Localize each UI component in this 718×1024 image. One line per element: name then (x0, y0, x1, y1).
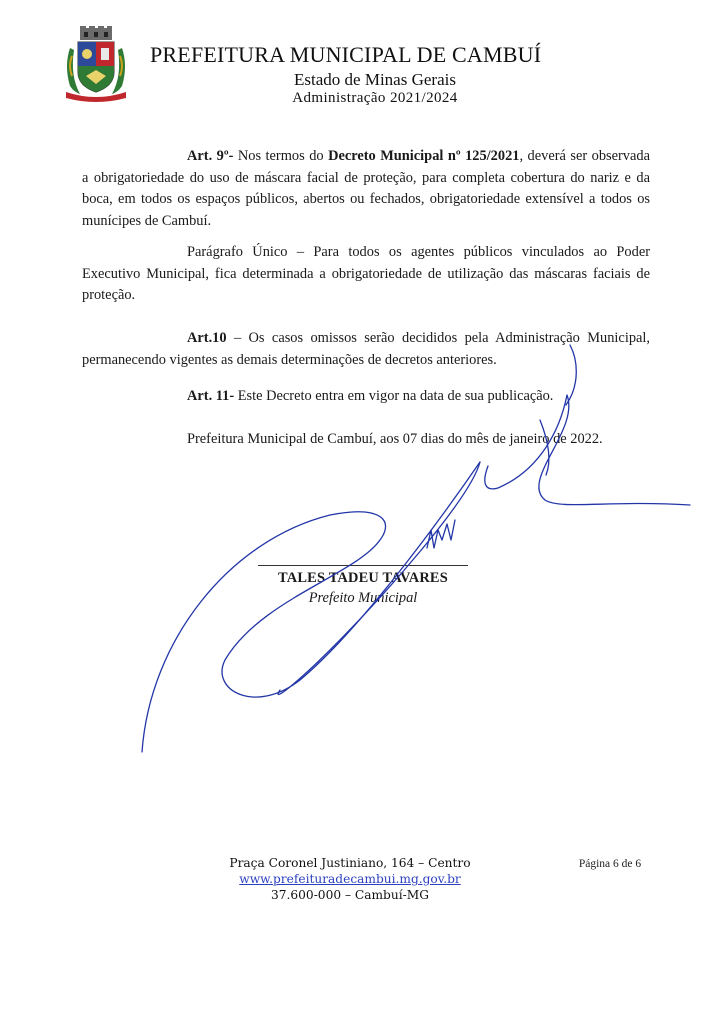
sole-paragraph: Parágrafo Único – Para todos os agentes públicos vinculados ao Poder Executivo Municipal, fica determinada a obrigatoriedade de utilização das máscaras faciais de proteção. (82, 244, 650, 303)
signatory-role: Prefeito Municipal (308, 590, 418, 606)
article-10-label: Art.10 (187, 330, 227, 346)
footer-zip-city: 37.600-000 – Cambuí-MG (271, 888, 429, 902)
article-9-text-1: Nos termos do (233, 148, 329, 164)
decree-reference: Decreto Municipal nº 125/2021 (328, 148, 520, 164)
article-11-text: Este Decreto entra em vigor na data de sua publicação. (234, 388, 554, 404)
header-administration: Administração 2021/2024 (292, 90, 458, 106)
page-number: Página 6 de 6 (578, 858, 642, 870)
article-9-text-2: , deverá ser observada a obrigatoriedade do uso de máscara facial de proteção, para completa cobertura do nariz e da boca, em todos os espaços públicos, abertos ou fechados, obrigatoriedade extensível a todos os munícipes de Cambuí. (82, 148, 650, 229)
article-10 (82, 328, 650, 371)
footer-address-block (200, 855, 500, 903)
footer-address: Praça Coronel Justiniano, 164 – Centro (229, 856, 471, 870)
article-10-text: – Os casos omissos serão decididos pela Administração Municipal, permanecendo vigentes as demais determinações de decretos anteriores. (82, 330, 650, 368)
closing-line: Prefeitura Municipal de Cambuí, aos 07 dias do mês de janeiro de 2022. (187, 431, 603, 447)
article-9-label: Art. 9º- (187, 148, 234, 164)
footer-website-link[interactable]: www.prefeituradecambui.mg.gov.br (239, 872, 461, 886)
article-9 (82, 146, 650, 232)
header-state: Estado de Minas Gerais (294, 70, 456, 89)
signatory-name: TALES TADEU TAVARES (278, 570, 448, 586)
header-title: PREFEITURA MUNICIPAL DE CAMBUÍ (150, 42, 542, 67)
article-11-label: Art. 11- (187, 388, 235, 404)
municipal-coat-of-arms (60, 26, 132, 102)
signature-line (258, 565, 468, 566)
article-11 (82, 386, 650, 408)
